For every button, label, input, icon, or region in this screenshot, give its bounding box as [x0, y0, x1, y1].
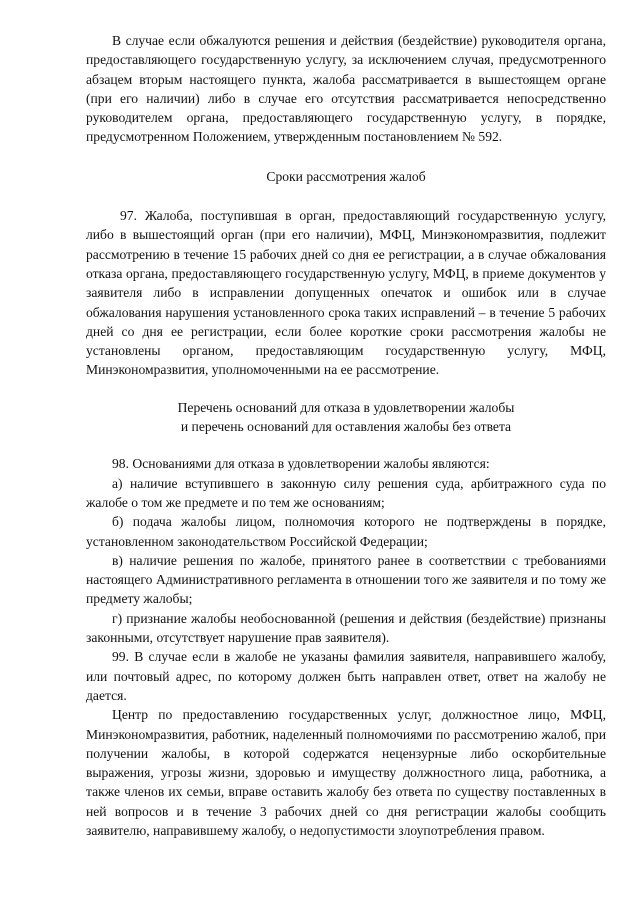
- spacer: [86, 147, 606, 167]
- section-heading-terms: Сроки рассмотрения жалоб: [266, 168, 426, 184]
- section-heading-refusal-line2: и перечень оснований для оставления жалобы без ответа: [180, 419, 512, 435]
- spacer: [86, 186, 606, 206]
- paragraph-97: 97. Жалоба, поступившая в орган, предоставляющий государственную услугу, либо в вышестоящий орган (при его наличии), МФЦ, Минэкономразвития, подлежит рассмотрению в течение 15 рабочих дней со дня ее регистрации, а в случае обжалования отказа органа, предоставляющего государственную услугу, МФЦ, в приеме документов у заявителя либо в исправлении допущенных опечаток и ошибок или в случае обжалования нарушения установленного срока таких исправлений – в течение 5 рабочих дней со дня ее регистрации, если более короткие сроки рассмотрения жалобы не установлены органом, предоставляющим государственную услугу, МФЦ, Минэкономразвития, уполномоченными на ее рассмотрение.: [86, 208, 606, 378]
- paragraph-98-b: б) подача жалобы лицом, полномочия которого не подтверждены в порядке, установленном законодательством Российской Федерации;: [86, 514, 606, 549]
- paragraph-99: 99. В случае если в жалобе не указаны фамилия заявителя, направившего жалобу, или почтовый адрес, по которому должен быть направлен ответ, ответ на жалобу не дается.: [86, 649, 606, 703]
- paragraph-98-g: г) признание жалобы необоснованной (решения и действия (бездействие) признаны законными, отсутствует нарушение прав заявителя).: [86, 610, 606, 646]
- paragraph-98-v: в) наличие решения по жалобе, принятого ранее в соответствии с требованиями настоящего Административного регламента в отношении того же заявителя и по тому же предмету жалобы;: [86, 552, 606, 607]
- section-heading-refusal-line1: Перечень оснований для отказа в удовлетворении жалобы: [177, 399, 515, 415]
- paragraph-98-a: а) наличие вступившего в законную силу решения суда, арбитражного суда по жалобе о том же предмете и по тем же основаниям;: [86, 475, 606, 510]
- spacer: [86, 380, 606, 398]
- paragraph-99-center: Центр по предоставлению государственных услуг, должностное лицо, МФЦ, Минэкономразвития, работник, наделенный полномочиями по рассмотрению жалоб, при получении жалобы, в которой содержатся нецензурные либо оскорбительные выражения, угрозы жизни, здоровью и имуществу должностного лица, работника, а также членов их семьи, вправе оставить жалобу без ответа по существу поставленных в ней вопросов и в течение 3 рабочих дней со дня регистрации жалобы сообщить заявителю, направившему жалобу, о недопустимости злоупотребления правом.: [86, 707, 606, 838]
- paragraph-98: 98. Основаниями для отказа в удовлетворении жалобы являются:: [112, 456, 490, 472]
- paragraph-intro: В случае если обжалуются решения и действия (бездействие) руководителя органа, предоставляющего государственную услугу, за исключением случая, предусмотренного абзацем вторым настоящего пункта, жалоба рассматривается в вышестоящем органе (при его наличии) либо в случае его отсутствия рассматривается непосредственно руководителем органа, предоставляющего государственную услугу, в порядке, предусмотренном Положением, утвержденным постановлением № 592.: [86, 33, 606, 145]
- spacer: [86, 436, 606, 454]
